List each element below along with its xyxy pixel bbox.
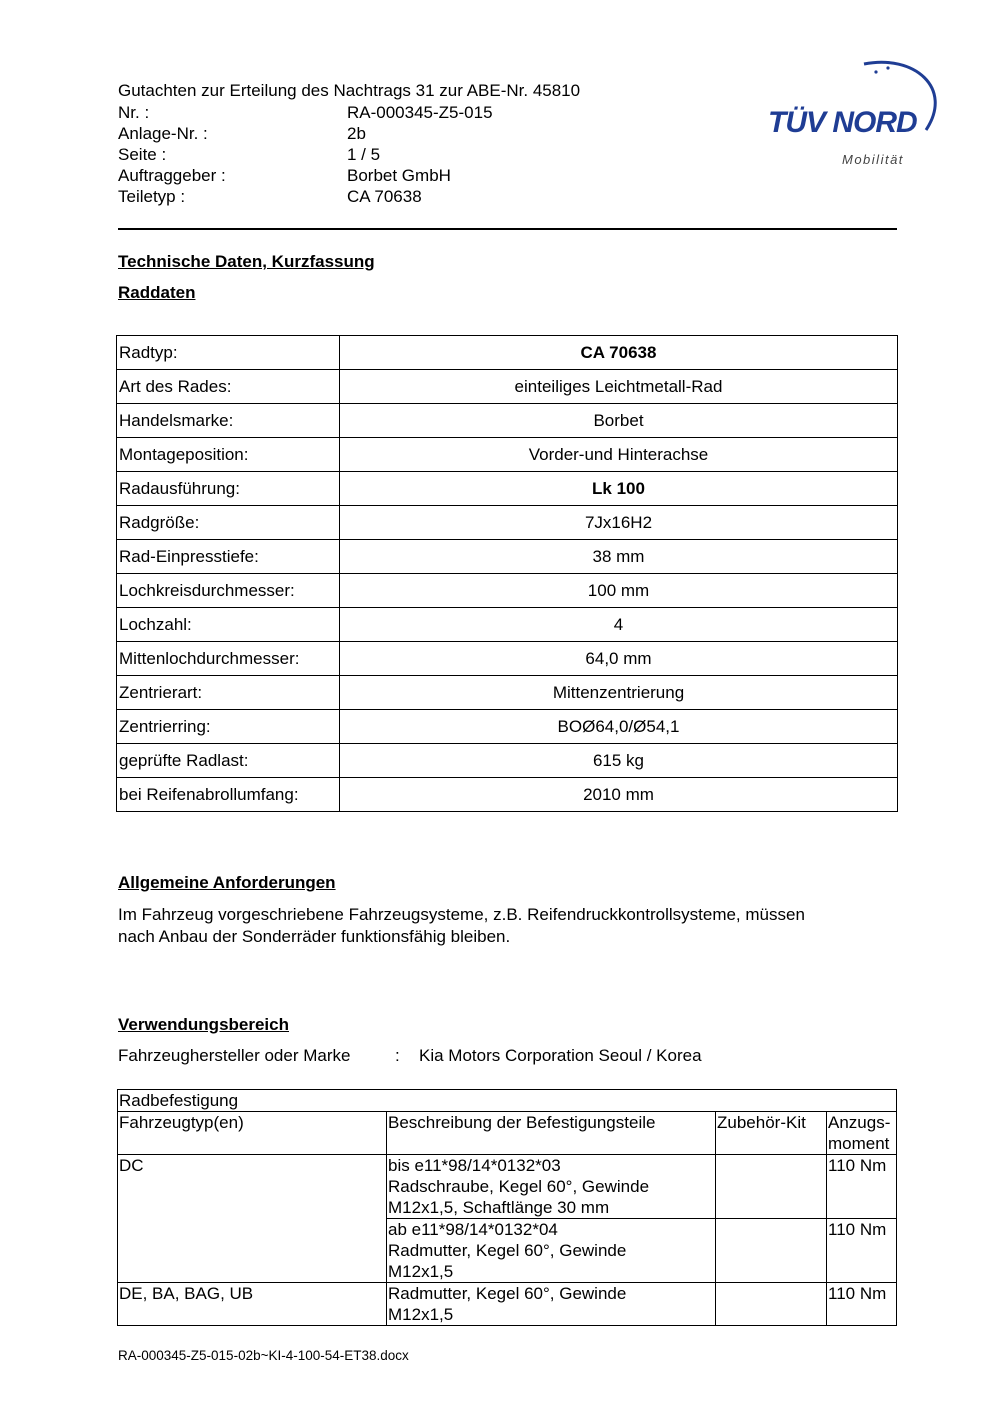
table-cell-key: Mittenlochdurchmesser: [117, 642, 340, 676]
table-cell-key: Lochkreisdurchmesser: [117, 574, 340, 608]
table-cell-key: Radtyp: [117, 336, 340, 370]
header-row-teiletyp [118, 186, 493, 207]
table-cell-key: Rad-Einpresstiefe: [117, 540, 340, 574]
table-cell-key: Zentrierart: [117, 676, 340, 710]
header-label: Nr. : [118, 103, 150, 122]
paragraph-line: Im Fahrzeug vorgeschriebene Fahrzeugsysteme, z.B. Reifendruckkontrollsysteme, müssen [118, 905, 805, 924]
table-cell-value: einteiliges Leichtmetall-Rad [340, 370, 898, 404]
header-label: Anlage-Nr. : [118, 124, 208, 143]
table-row [117, 744, 898, 778]
paragraph-line: nach Anbau der Sonderräder funktionsfähig bleiben. [118, 927, 511, 946]
desc-line: bis e11*98/14*0132*03 [388, 1156, 561, 1175]
table-cell-value: CA 70638 [340, 336, 898, 370]
section-heading-technische-daten: Technische Daten, Kurzfassung [118, 252, 375, 271]
table-row [118, 1283, 897, 1326]
header-row-auftraggeber [118, 165, 493, 186]
manufacturer-label: Fahrzeughersteller oder Marke [118, 1046, 351, 1065]
table-cell-key: Montageposition: [117, 438, 340, 472]
cell-description [387, 1283, 716, 1326]
table-caption-row [118, 1090, 897, 1112]
table-row [117, 404, 898, 438]
table-row [117, 438, 898, 472]
table-row [118, 1219, 897, 1283]
column-header-desc: Beschreibung der Befestigungsteile [387, 1112, 716, 1155]
cell-kit [716, 1283, 827, 1326]
header-label: Teiletyp : [118, 187, 186, 206]
table-cell-key: bei Reifenabrollumfang: [117, 778, 340, 812]
tuev-nord-logo [764, 58, 944, 173]
table-row [117, 506, 898, 540]
header-value: CA 70638 [347, 187, 422, 206]
cell-kit [716, 1155, 827, 1219]
table-cell-value: 2010 mm [340, 778, 898, 812]
header-line: Anzugs- [828, 1113, 891, 1132]
footer-filename: RA-000345-Z5-015-02b~KI-4-100-54-ET38.docx [118, 1348, 409, 1363]
report-title: Gutachten zur Erteilung des Nachtrags 31 zur ABE-Nr. 45810 [118, 81, 581, 100]
table-cell-value: BOØ64,0/Ø54,1 [340, 710, 898, 744]
table-row [117, 370, 898, 404]
header-row-seite [118, 144, 493, 165]
header-row-nr [118, 102, 493, 123]
cell-torque: 110 Nm [827, 1283, 897, 1326]
table-cell-value: Borbet [340, 404, 898, 438]
table-row [118, 1155, 897, 1219]
table-header-row [118, 1112, 897, 1155]
table-row [117, 778, 898, 812]
header-row-anlage [118, 123, 493, 144]
table-row [117, 608, 898, 642]
table-cell-value: 100 mm [340, 574, 898, 608]
table-cell-value: Lk 100 [340, 472, 898, 506]
cell-description [387, 1155, 716, 1219]
desc-line: Radmutter, Kegel 60°, Gewinde [388, 1284, 627, 1303]
table-row [117, 676, 898, 710]
table-cell-key: geprüfte Radlast: [117, 744, 340, 778]
table-cell-key: Handelsmarke: [117, 404, 340, 438]
table-row [117, 710, 898, 744]
cell-vehicle-type [118, 1219, 387, 1283]
section-heading-verwendungsbereich: Verwendungsbereich [118, 1015, 289, 1034]
header-divider [118, 228, 897, 230]
table-cell-key: Art des Rades: [117, 370, 340, 404]
desc-line: M12x1,5 [388, 1262, 454, 1281]
table-cell-key: Radgröße: [117, 506, 340, 540]
header-label: Auftraggeber : [118, 166, 226, 185]
desc-line: Radmutter, Kegel 60°, Gewinde [388, 1241, 627, 1260]
table-row [117, 472, 898, 506]
cell-vehicle-type: DE, BA, BAG, UB [118, 1283, 387, 1326]
table-cell-value: 38 mm [340, 540, 898, 574]
header-value: Borbet GmbH [347, 166, 451, 185]
table-row [117, 540, 898, 574]
table-cell-value: 64,0 mm [340, 642, 898, 676]
table-cell-key: Radausführung: [117, 472, 340, 506]
manufacturer-value: Kia Motors Corporation Seoul / Korea [419, 1046, 702, 1065]
manufacturer-separator: : [395, 1046, 400, 1065]
vehicle-manufacturer-line [118, 1046, 702, 1066]
table-cell-key: Lochzahl: [117, 608, 340, 642]
cell-torque: 110 Nm [827, 1155, 897, 1219]
header-info [118, 102, 493, 207]
table-cell-value: 615 kg [340, 744, 898, 778]
table-row [117, 574, 898, 608]
logo-wordmark: TÜV NORD [768, 106, 917, 139]
table-cell-value: Vorder-und Hinterachse [340, 438, 898, 472]
cell-description [387, 1219, 716, 1283]
cell-torque: 110 Nm [827, 1219, 897, 1283]
table-caption: Radbefestigung [118, 1090, 897, 1112]
header-line: moment [828, 1134, 890, 1153]
table-row [117, 642, 898, 676]
column-header-type: Fahrzeugtyp(en) [118, 1112, 387, 1155]
column-header-torque [827, 1112, 897, 1155]
table-cell-key: Zentrierring: [117, 710, 340, 744]
anforderungen-text [118, 904, 898, 948]
table-cell-value: 4 [340, 608, 898, 642]
section-subheading-raddaten: Raddaten [118, 283, 196, 302]
table-row [117, 336, 898, 370]
table-cell-value: 7Jx16H2 [340, 506, 898, 540]
header-value: 2b [347, 124, 366, 143]
logo-subtitle: Mobilität [842, 152, 904, 167]
desc-line: ab e11*98/14*0132*04 [388, 1220, 558, 1239]
desc-line: Radschraube, Kegel 60°, Gewinde [388, 1177, 650, 1196]
cell-kit [716, 1219, 827, 1283]
header-value: RA-000345-Z5-015 [347, 103, 493, 122]
column-header-kit: Zubehör-Kit [716, 1112, 827, 1155]
radbefestigung-table [117, 1089, 897, 1326]
table-cell-value: Mittenzentrierung [340, 676, 898, 710]
desc-line: M12x1,5 [388, 1305, 454, 1324]
desc-line: M12x1,5, Schaftlänge 30 mm [388, 1198, 610, 1217]
cell-vehicle-type: DC [118, 1155, 387, 1219]
header-label: Seite : [118, 145, 167, 164]
section-heading-anforderungen: Allgemeine Anforderungen [118, 873, 336, 892]
header-value: 1 / 5 [347, 145, 381, 164]
raddaten-table [116, 335, 898, 812]
